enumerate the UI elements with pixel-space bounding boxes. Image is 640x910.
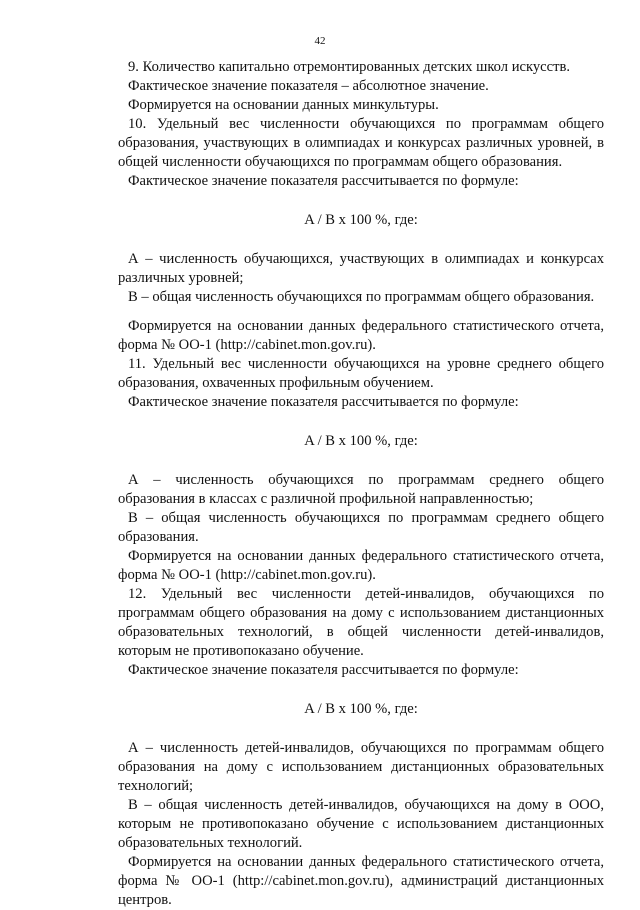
document-body <box>118 58 604 910</box>
item-11-formula-intro: Фактическое значение показателя рассчитывается по формуле: <box>128 394 519 410</box>
item-9-title: 9. Количество капитально отремонтированных детских школ искусств. <box>128 59 571 75</box>
item-10-source: Формируется на основании данных федерального статистического отчета, форма № ОО-1 (http://cabinet.mon.gov.ru). <box>118 318 604 353</box>
item-12-formula-intro: Фактическое значение показателя рассчитывается по формуле: <box>128 662 519 678</box>
item-10-formula: A / B x 100 %, где: <box>304 212 418 228</box>
item-10-title: 10. Удельный вес численности обучающихся по программам общего образования, участвующих в олимпиадах и конкурсах различных уровней, в общей численности обучающихся по программам общего образования. <box>118 116 604 170</box>
item-11-def-b: В – общая численность обучающихся по программам среднего общего образования. <box>118 510 604 545</box>
item-10-formula-intro: Фактическое значение показателя рассчитывается по формуле: <box>128 173 519 189</box>
item-10-def-a: А – численность обучающихся, участвующих в олимпиадах и конкурсах различных уровней; <box>118 251 604 286</box>
item-11-formula: A / B x 100 %, где: <box>304 433 418 449</box>
item-11-title: 11. Удельный вес численности обучающихся на уровне среднего общего образования, охваченных профильным обучением. <box>118 356 604 391</box>
item-12-title: 12. Удельный вес численности детей-инвалидов, обучающихся по программам общего образования на дому с использованием дистанционных образовательных технологий, в общей численности детей-инвалидов, которым не противопоказано обучение. <box>118 586 604 659</box>
item-12-formula: A / B x 100 %, где: <box>304 701 418 717</box>
item-11-def-a: А – численность обучающихся по программам среднего общего образования в классах с различной профильной направленностью; <box>118 472 604 507</box>
page-number: 42 <box>314 35 326 47</box>
item-12-def-b: В – общая численность детей-инвалидов, обучающихся на дому в ООО, которым не противопоказано обучение с использованием дистанционных образовательных технологий. <box>118 797 604 851</box>
item-9-source: Формируется на основании данных минкультуры. <box>128 97 439 113</box>
item-10-def-b: В – общая численность обучающихся по программам общего образования. <box>128 289 595 305</box>
item-11-source: Формируется на основании данных федерального статистического отчета, форма № ОО-1 (http://cabinet.mon.gov.ru). <box>118 548 604 583</box>
item-9-value-type: Фактическое значение показателя – абсолютное значение. <box>128 78 489 94</box>
item-12-def-a: А – численность детей-инвалидов, обучающихся по программам общего образования на дому с использованием дистанционных образовательных технологий; <box>118 740 604 794</box>
item-12-source: Формируется на основании данных федерального статистического отчета, форма № ОО-1 (http://cabinet.mon.gov.ru), администраций дистанционных центров. <box>118 854 604 908</box>
